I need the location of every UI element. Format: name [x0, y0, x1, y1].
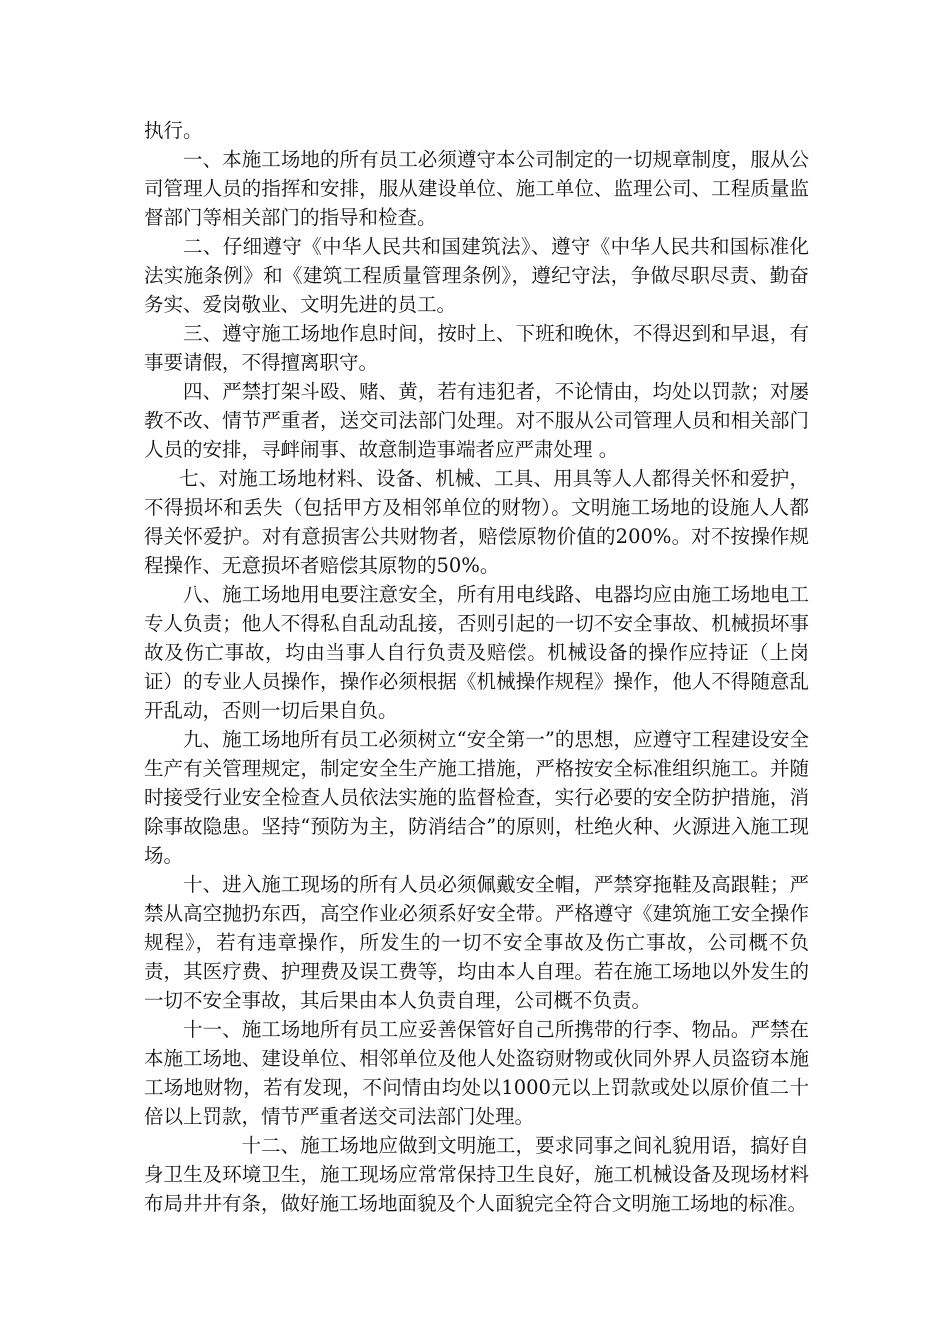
- paragraph-rule-1: 一、本施工场地的所有员工必须遵守本公司制定的一切规章制度，服从公司管理人员的指挥和安排，服从建设单位、施工单位、监理公司、工程质量监督部门等相关部门的指导和检查。: [144, 148, 809, 229]
- paragraph-rule-7: 七、对施工场地材料、设备、机械、工具、用具等人人都得关怀和爱护，不得损坏和丢失（包括甲方及相邻单位的财物）。文明施工场地的设施人人都得关怀爱护。对有意损害公共财物者，赔偿原物价值的200%。对不按操作规程操作、无意损坏者赔偿其原物的50%。: [144, 467, 809, 577]
- document-body: [144, 116, 809, 1218]
- paragraph-rule-9: 九、施工场地所有员工必须树立“安全第一”的思想，应遵守工程建设安全生产有关管理规定，制定安全生产施工措施，严格按安全标准组织施工。并随时接受行业安全检查人员依法实施的监督检查，实行必要的安全防护措施，消除事故隐患。坚持“预防为主，防消结合”的原则，杜绝火种、火源进入施工现场。: [144, 728, 809, 867]
- paragraph-continuation: 执行。: [144, 119, 203, 142]
- paragraph-rule-8: 八、施工场地用电要注意安全，所有用电线路、电器均应由施工场地电工专人负责；他人不得私自乱动乱接，否则引起的一切不安全事故、机械损坏事故及伤亡事故，均由当事人自行负责及赔偿。机械设备的操作应持证（上岗证）的专业人员操作，操作必须根据《机械操作规程》操作，他人不得随意乱开乱动，否则一切后果自负。: [144, 583, 809, 722]
- paragraph-rule-2: 二、仔细遵守《中华人民共和国建筑法》、遵守《中华人民共和国标准化法实施条例》和《建筑工程质量管理条例》，遵纪守法，争做尽职尽责、勤奋务实、爱岗敬业、文明先进的员工。: [144, 235, 809, 316]
- paragraph-rule-4: 四、严禁打架斗殴、赌、黄，若有违犯者，不论情由，均处以罚款；对屡教不改、情节严重者，送交司法部门处理。对不服从公司管理人员和相关部门人员的安排，寻衅闹事、故意制造事端者应严肃处理 。: [144, 380, 809, 461]
- paragraph-rule-3: 三、遵守施工场地作息时间，按时上、下班和晚休，不得迟到和早退，有事要请假，不得擅离职守。: [144, 322, 809, 374]
- paragraph-rule-11: 十一、施工场地所有员工应妥善保管好自己所携带的行李、物品。严禁在本施工场地、建设单位、相邻单位及他人处盗窃财物或伙同外界人员盗窃本施工场地财物，若有发现，不问情由均处以1000元以上罚款或处以原价值二十倍以上罚款，情节严重者送交司法部门处理。: [144, 1018, 809, 1128]
- paragraph-rule-10: 十、进入施工现场的所有人员必须佩戴安全帽，严禁穿拖鞋及高跟鞋；严禁从高空抛扔东西，高空作业必须系好安全带。严格遵守《建筑施工安全操作规程》，若有违章操作，所发生的一切不安全事故及伤亡事故，公司概不负责，其医疗费、护理费及误工费等，均由本人自理。若在施工场地以外发生的一切不安全事故，其后果由本人负责自理，公司概不负责。: [144, 873, 809, 1012]
- paragraph-rule-12: 十二、施工场地应做到文明施工，要求同事之间礼貌用语，搞好自身卫生及环境卫生，施工现场应常常保持卫生良好，施工机械设备及现场材料布局井井有条，做好施工场地面貌及个人面貌完全符合文明施工场地的标准。: [144, 1134, 809, 1215]
